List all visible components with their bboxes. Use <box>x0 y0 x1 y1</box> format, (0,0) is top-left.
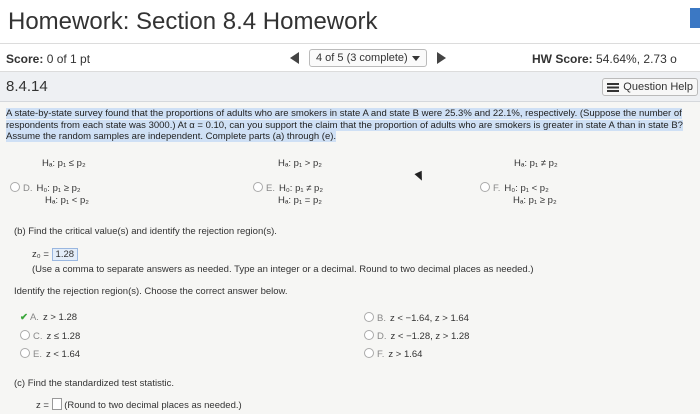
hw-score-value: 54.64%, 2.73 o <box>596 52 677 66</box>
option-letter: D. <box>23 183 33 194</box>
option-text: z < 1.64 <box>45 349 81 360</box>
problem-text-2: , respectively. (Suppose the number of respondents from each state was <box>6 108 682 131</box>
z0-input[interactable]: 1.28 <box>52 248 79 261</box>
option-text: z ≤ 1.28 <box>46 331 81 342</box>
question-select-label: 4 of 5 (3 complete) <box>316 52 408 64</box>
option-text: z < −1.64, z > 1.64 <box>389 313 469 324</box>
part-a-option-a[interactable] <box>42 158 86 170</box>
score-label: Score: <box>6 52 44 66</box>
z-label: z = <box>36 400 49 411</box>
region-option-a[interactable] <box>20 312 77 324</box>
region-option-d[interactable] <box>364 330 469 343</box>
problem-text-1: A state-by-state survey found that the proportions of adults who are smokers in state A and state B were <box>6 108 445 119</box>
problem-statement <box>6 108 700 143</box>
list-icon <box>607 83 619 92</box>
question-select[interactable] <box>309 49 427 67</box>
region-option-e[interactable] <box>20 348 80 361</box>
chevron-down-icon <box>412 56 420 61</box>
option-letter: C. <box>33 331 43 342</box>
radio-button[interactable] <box>364 312 374 322</box>
z-row <box>36 398 242 411</box>
problem-highlight-1: 25.3% and 22.1% <box>444 108 520 119</box>
problem-highlight-2: 3000. <box>148 119 173 131</box>
part-b-note: (Use a comma to separate answers as needed. Type an integer or a decimal. Round to two decimal places as needed.) <box>32 264 534 275</box>
option-ha: Hₐ: p₁ ≥ p₂ <box>513 195 557 206</box>
title-accent-tab <box>690 8 700 28</box>
option-text: z > 1.64 <box>388 349 423 360</box>
previous-question-icon[interactable] <box>290 52 299 64</box>
score <box>6 52 90 66</box>
option-letter: E. <box>266 183 275 194</box>
option-letter: B. <box>377 313 386 324</box>
page-title-text: Homework: Section 8.4 Homework <box>8 8 378 35</box>
hw-score-label: HW Score: <box>532 52 593 66</box>
option-ha: Hₐ: p₁ ≠ p₂ <box>514 158 558 169</box>
z-input[interactable] <box>52 398 62 410</box>
radio-button[interactable] <box>364 330 374 340</box>
region-option-f[interactable] <box>364 348 422 361</box>
score-bar <box>0 44 700 72</box>
region-option-c[interactable] <box>20 330 80 343</box>
option-h0: H₀: p₁ ≥ p₂ <box>36 183 81 194</box>
z0-row <box>32 248 78 261</box>
part-c-note: (Round to two decimal places as needed.) <box>64 400 242 411</box>
radio-button[interactable] <box>20 348 30 358</box>
radio-button[interactable] <box>10 182 20 192</box>
part-a-option-b[interactable] <box>278 158 322 170</box>
part-a-option-e[interactable] <box>253 182 323 207</box>
rejection-region-prompt: Identify the rejection region(s). Choose the correct answer below. <box>14 286 288 297</box>
option-ha: Hₐ: p₁ > p₂ <box>278 158 322 169</box>
option-letter: F. <box>377 349 385 360</box>
question-help-button[interactable] <box>602 78 698 96</box>
option-ha: Hₐ: p₁ = p₂ <box>278 195 322 206</box>
question-nav <box>290 49 446 67</box>
checkmark-icon: ✔ <box>20 312 28 323</box>
part-a-option-f[interactable] <box>480 182 557 207</box>
question-body <box>0 102 700 414</box>
option-letter: E. <box>33 349 42 360</box>
option-text: z < −1.28, z > 1.28 <box>390 331 470 342</box>
option-text: z > 1.28 <box>42 312 78 323</box>
page-title <box>0 0 700 44</box>
hw-score <box>532 52 677 66</box>
part-a-option-d[interactable] <box>10 182 89 207</box>
problem-text-3: ) At α = 0.10, can you support the claim that the proportion of adults who are smokers is greater in state A than in state B? Assume the random samples are independent. Complete parts (a) through (e). <box>6 119 683 142</box>
option-letter: D. <box>377 331 387 342</box>
part-b-prompt: (b) Find the critical value(s) and identify the rejection region(s). <box>14 226 277 237</box>
radio-button[interactable] <box>480 182 490 192</box>
question-id: 8.4.14 <box>6 78 48 95</box>
z0-label: z₀ = <box>32 249 49 260</box>
option-h0: H₀: p₁ < p₂ <box>504 183 549 194</box>
score-value: 0 of 1 pt <box>46 52 91 66</box>
part-a-option-c[interactable] <box>514 158 558 170</box>
radio-button[interactable] <box>253 182 263 192</box>
option-ha: Hₐ: p₁ ≤ p₂ <box>42 158 86 169</box>
part-c-prompt: (c) Find the standardized test statistic. <box>14 378 174 389</box>
option-letter: A. <box>29 312 39 323</box>
option-h0: H₀: p₁ ≠ p₂ <box>278 183 324 194</box>
option-letter: F. <box>493 183 501 194</box>
question-bar <box>0 72 700 102</box>
radio-button[interactable] <box>20 330 30 340</box>
question-help-label: Question Help <box>623 81 693 93</box>
radio-button[interactable] <box>364 348 374 358</box>
next-question-icon[interactable] <box>437 52 446 64</box>
region-option-b[interactable] <box>364 312 469 325</box>
option-ha: Hₐ: p₁ < p₂ <box>45 195 89 206</box>
